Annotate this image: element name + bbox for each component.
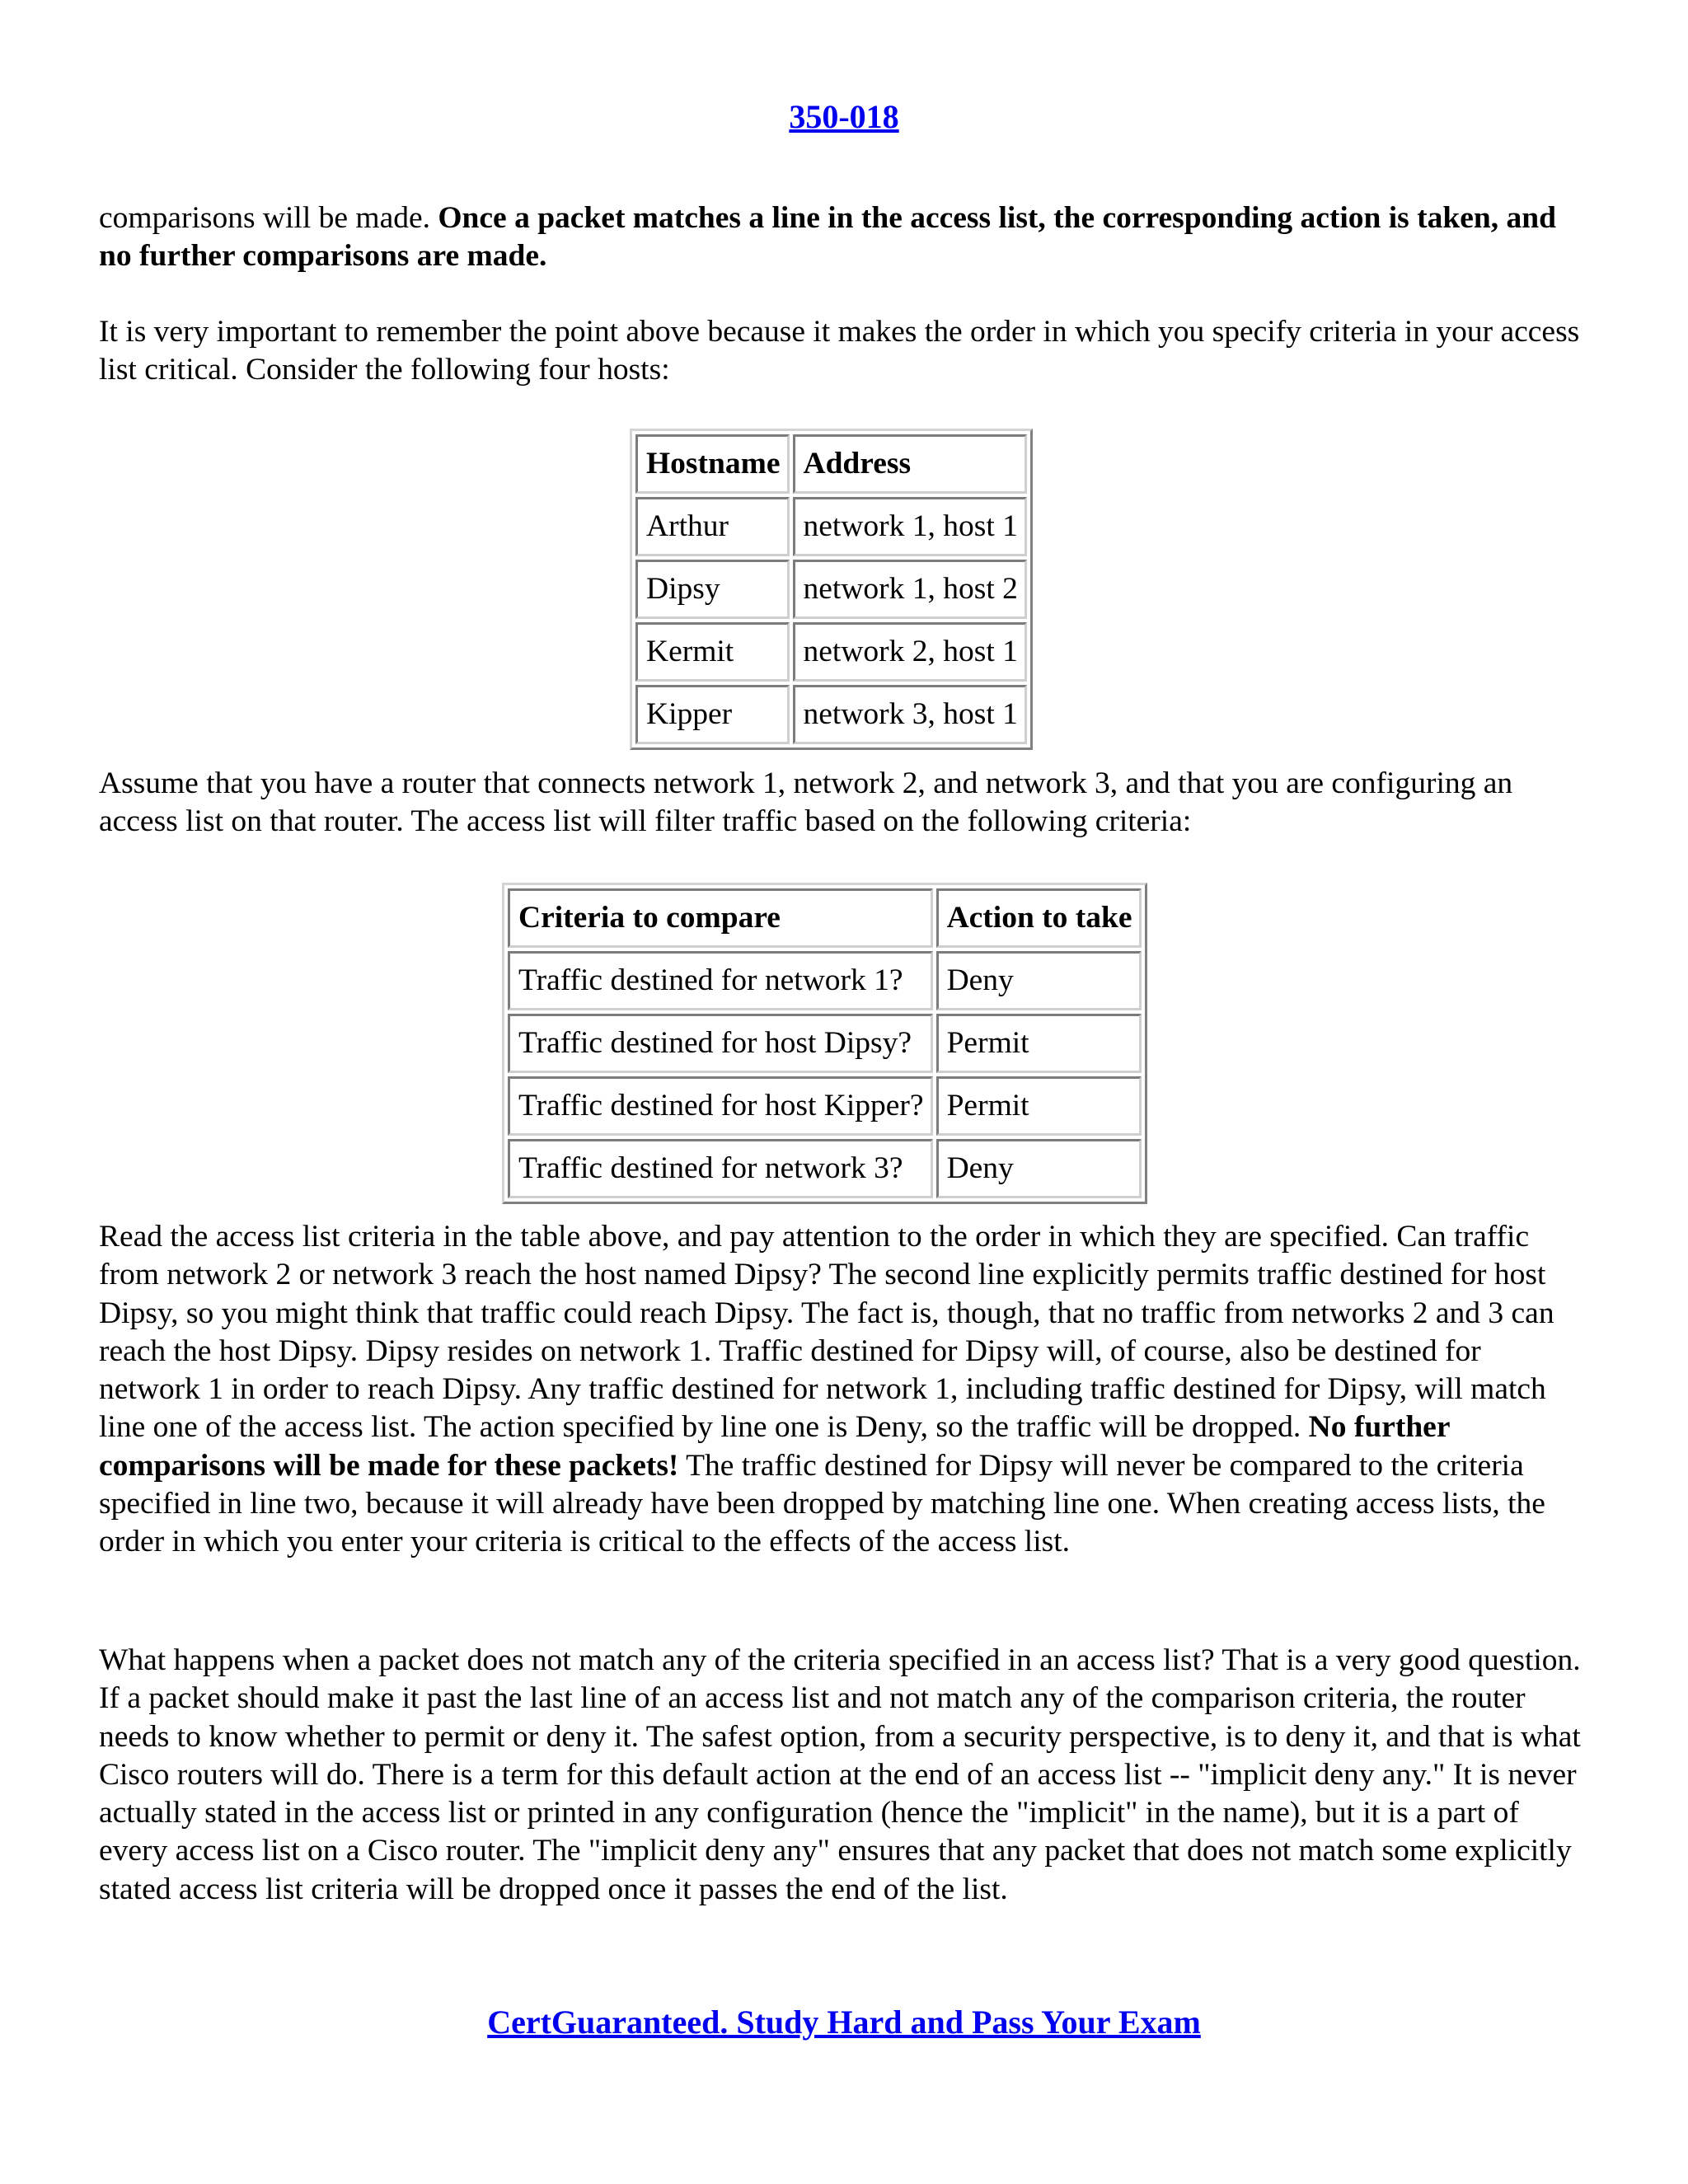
criteria-cell: Traffic destined for network 1? (508, 951, 933, 1010)
action-cell: Permit (936, 1076, 1142, 1136)
table-row (508, 951, 1142, 1010)
paragraph-intro-text: comparisons will be made. (99, 201, 438, 235)
hostname-cell: Dipsy (635, 560, 790, 619)
hostname-cell: Kermit (635, 622, 790, 682)
action-cell: Deny (936, 951, 1142, 1010)
criteria-table (502, 883, 1147, 1204)
criteria-table-header-criteria: Criteria to compare (508, 888, 933, 948)
criteria-cell: Traffic destined for host Dipsy? (508, 1014, 933, 1073)
criteria-cell: Traffic destined for host Kipper? (508, 1076, 933, 1136)
paragraph-router-intro: Assume that you have a router that connects network 1, network 2, and network 3, and that you are configuring an access list on that router. The access list will filter traffic based on the following criteria: (99, 766, 1513, 839)
criteria-table-header-row (508, 888, 1142, 948)
criteria-cell: Traffic destined for network 3? (508, 1139, 933, 1198)
action-cell: Deny (936, 1139, 1142, 1198)
table-row (635, 497, 1027, 556)
footer-tagline-link[interactable]: CertGuaranteed. Study Hard and Pass Your Exam (487, 2004, 1201, 2041)
paragraph-order-text-b: The traffic destined for Dipsy will never be compared to the criteria specified in line two, because it will already have been dropped by matching line one. When creating access lists, the order in which you enter your criteria is critical to the effects of the access list. (99, 1448, 1545, 1559)
table-row (635, 685, 1027, 744)
table-row (508, 1076, 1142, 1136)
hosts-table-header-row (635, 434, 1027, 494)
paragraph-order-text-a: Read the access list criteria in the table above, and pay attention to the order in which they are specified. Can traffic from network 2 or network 3 reach the host named Dipsy? The second line explicitly permits traffic destined for host Dipsy, so you might think that traffic could reach Dipsy. The fact is, though, that no traffic from networks 2 and 3 can reach the host Dipsy. Dipsy resides on network 1. Traffic destined for Dipsy will, of course, also be destined for network 1 in order to reach Dipsy. Any traffic destined for network 1, including traffic destined for Dipsy, will match line one of the access list. The action specified by line one is Deny, so the traffic will be dropped. (99, 1220, 1554, 1445)
paragraph-hosts-intro: It is very important to remember the point above because it makes the order in which you specify criteria in your access list critical. Consider the following four hosts: (99, 315, 1580, 387)
address-cell: network 3, host 1 (793, 685, 1027, 744)
table-row (508, 1139, 1142, 1198)
page-header (99, 97, 1589, 136)
address-cell: network 1, host 1 (793, 497, 1027, 556)
table-row (508, 1014, 1142, 1073)
page-footer (99, 2003, 1589, 2041)
hosts-table-header-hostname: Hostname (635, 434, 790, 494)
address-cell: network 2, host 1 (793, 622, 1027, 682)
exam-code-link[interactable]: 350-018 (789, 98, 899, 135)
address-cell: network 1, host 2 (793, 560, 1027, 619)
paragraph-order-bold: No further comparisons will be made for these packets! (99, 1410, 1450, 1483)
action-cell: Permit (936, 1014, 1142, 1073)
paragraph-order-explanation (99, 1218, 1589, 1562)
paragraph-intro-bold: Once a packet matches a line in the access list, the corresponding action is taken, and no further comparisons are made. (99, 201, 1556, 274)
hostname-cell: Kipper (635, 685, 790, 744)
hosts-table (630, 429, 1033, 750)
criteria-table-header-action: Action to take (936, 888, 1142, 948)
table-row (635, 560, 1027, 619)
hosts-table-header-address: Address (793, 434, 1027, 494)
table-row (635, 622, 1027, 682)
hostname-cell: Arthur (635, 497, 790, 556)
paragraph-intro (99, 199, 1589, 276)
paragraph-implicit-deny: What happens when a packet does not match any of the criteria specified in an access list? That is a very good question. If a packet should make it past the last line of an access list and not match any of the comparison criteria, the router needs to know whether to permit or deny it. The safest option, from a security perspective, is to deny it, and that is what Cisco routers will do. There is a term for this default action at the end of an access list -- "implicit deny any." It is never actually stated in the access list or printed in any configuration (hence the "implicit" in the name), but it is a part of every access list on a Cisco router. The "implicit deny any" ensures that any packet that does not match some explicitly stated access list criteria will be dropped once it passes the end of the list. (99, 1643, 1581, 1906)
